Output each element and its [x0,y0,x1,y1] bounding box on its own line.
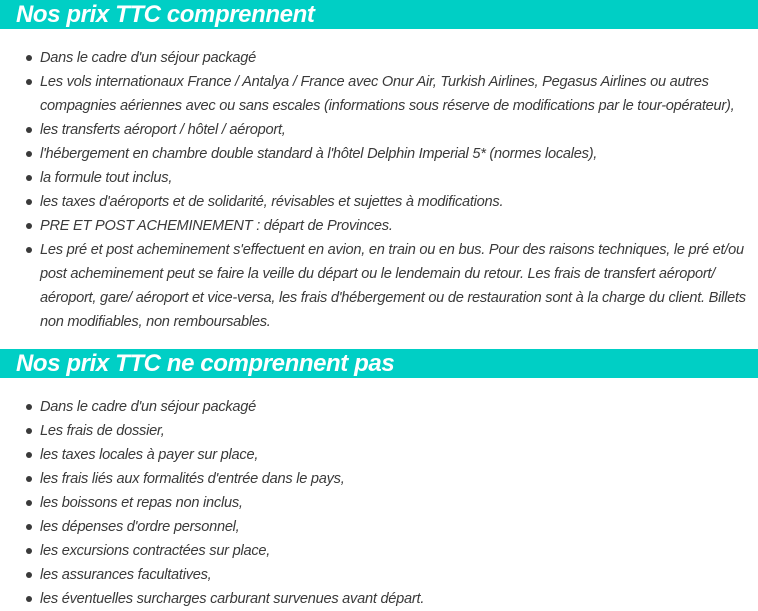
bullet-icon [26,199,32,205]
list-item [0,587,758,611]
bullet-icon [26,500,32,506]
list-item-text: Dans le cadre d'un séjour packagé [40,399,257,415]
bullet-icon [26,548,32,554]
excluded-section-title: Nos prix TTC ne comprennent pas [16,350,395,377]
list-item-text: les taxes locales à payer sur place, [40,447,259,463]
bullet-icon [26,404,32,410]
list-item [0,46,758,70]
list-item-text: les frais liés aux formalités d'entrée dans le pays, [40,471,345,487]
list-item [0,238,758,334]
list-item-text: Les pré et post acheminement s'effectuent en avion, en train ou en bus. Pour des raisons techniques, le pré et/ou post acheminement peut se faire la veille du départ ou le lendemain du retour. Les frais de transfert aéroport/ aéroport, gare/ aéroport et vice-versa, les frais d'hébergement ou de restauration sont à la charge du client. Billets non modifiables, non remboursables. [40,242,746,330]
bullet-icon [26,79,32,85]
excluded-section-header [0,349,758,378]
bullet-icon [26,524,32,530]
bullet-icon [26,223,32,229]
bullet-icon [26,175,32,181]
list-item [0,166,758,190]
list-item-text: Les vols internationaux France / Antalya / France avec Onur Air, Turkish Airlines, Pegasus Airlines ou autres compagnies aériennes avec ou sans escales (informations sous réserve de modifications par le tour-opérateur), [40,74,735,114]
bullet-icon [26,151,32,157]
list-item [0,419,758,443]
list-item-text: PRE ET POST ACHEMINEMENT : départ de Provinces. [40,218,393,234]
list-item-text: les boissons et repas non inclus, [40,495,243,511]
list-item [0,515,758,539]
bullet-icon [26,452,32,458]
list-item-text: Les frais de dossier, [40,423,165,439]
list-item [0,214,758,238]
bullet-icon [26,476,32,482]
list-item-text: les taxes d'aéroports et de solidarité, révisables et sujettes à modifications. [40,194,504,210]
list-item-text: les transferts aéroport / hôtel / aéroport, [40,122,286,138]
list-item [0,190,758,214]
list-item [0,563,758,587]
list-item [0,70,758,118]
list-item-text: Dans le cadre d'un séjour packagé [40,50,257,66]
bullet-icon [26,247,32,253]
list-item-text: la formule tout inclus, [40,170,173,186]
list-item-text: les dépenses d'ordre personnel, [40,519,240,535]
list-item [0,395,758,419]
included-section-header [0,0,758,29]
bullet-icon [26,127,32,133]
list-item [0,443,758,467]
list-item-text: les assurances facultatives, [40,567,212,583]
included-list [0,46,758,334]
bullet-icon [26,55,32,61]
list-item [0,142,758,166]
bullet-icon [26,428,32,434]
list-item [0,539,758,563]
bullet-icon [26,572,32,578]
list-item [0,118,758,142]
list-item [0,491,758,515]
list-item [0,467,758,491]
included-section-title: Nos prix TTC comprennent [16,1,315,28]
excluded-list [0,395,758,611]
list-item-text: les éventuelles surcharges carburant survenues avant départ. [40,591,425,607]
bullet-icon [26,596,32,602]
list-item-text: les excursions contractées sur place, [40,543,271,559]
list-item-text: l'hébergement en chambre double standard à l'hôtel Delphin Imperial 5* (normes locales), [40,146,598,162]
